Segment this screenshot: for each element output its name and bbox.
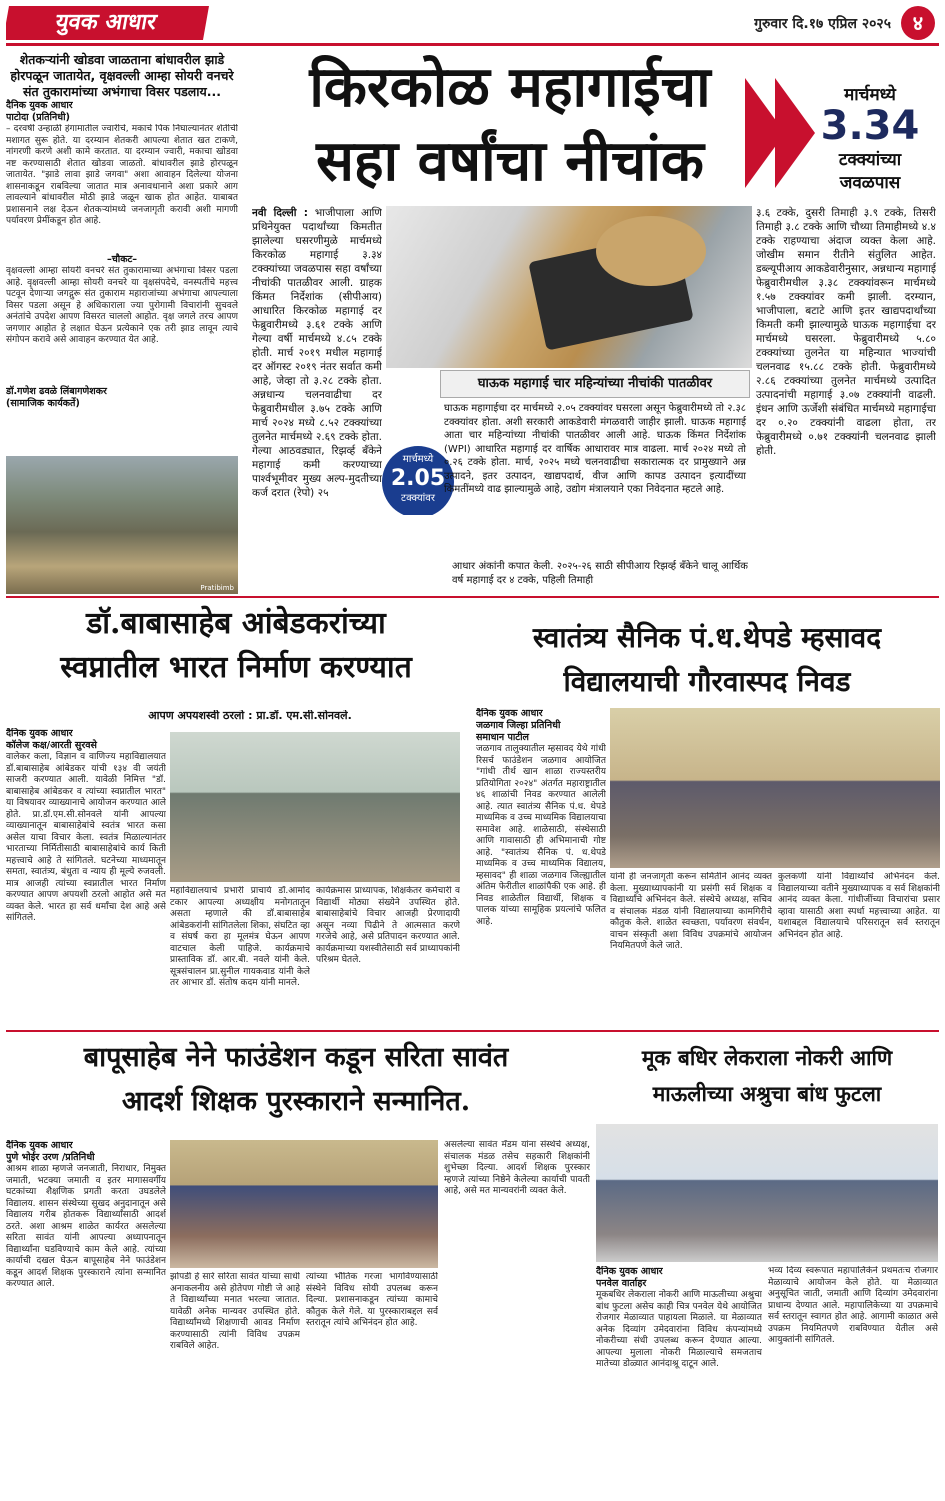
teacher-col-1 xyxy=(6,1140,166,1496)
job-body: मूकबधिर लेकराला नोकरी आणि माऊलीच्या अश्रुचा बांध फुटला असेच काही चित्र पनवेल येथे आयोजित रोजगार मेळाव्यात पाहायला मिळाले. या मेळाव्यात अनेक दिव्यांग उमेदवारांना विविध कंपन्यांमध्ये नोकरीच्या संधी उपलब्ध करून देण्यात आल्या. आपल्या मुलाला नोकरी मिळाल्याचे समजताच मातेच्या डोळ्यात आनंदाश्रू दाटून आले. xyxy=(596,1290,762,1369)
lead-headline xyxy=(245,50,775,220)
job-col-1 xyxy=(596,1266,762,1496)
left-story-place: पाटोदा (प्रतिनिधी) xyxy=(6,112,70,123)
ambedkar-col-2 xyxy=(170,886,310,1026)
school-col3-text: कुलकर्णी यांनी विद्यार्थ्यांचे अभिनंदन केले. विद्यालयाच्या वतीने मुख्याध्यापक व सर्व शिक्षकांनी आनंद व्यक्त केला. गांधीजींच्या विचारांचा प्रसार व्हावा यासाठी अशा स्पर्धा महत्त्वाच्या आहेत. या यशाबद्दल विद्यालयाचे परिसरातून सर्व स्तरातून अभिनंदन होत आहे. xyxy=(778,872,940,940)
ambedkar-body: वालेकर कला, विज्ञान व वाणिज्य महाविद्यालयात डॉ.बाबासाहेब आंबेडकर यांची १३४ वी जयंती साजरी करण्यात आली. यावेळी निमित्त "डॉ. बाबासाहेब आंबेडकर व त्यांच्या स्वप्नातील भारत" या विषयावर व्याख्यानाचे आयोजन करण्यात आले होते. प्रा.डॉ.एम.सी.सोनवले यांनी आपल्या व्याख्यानातून बाबासाहेबांचे स्वतंत्र भारत कसा असेल याचा विचार केला. स्वतंत्र मिळाल्यानंतर भारताच्या निर्मितीसाठी बाबासाहेबांचे कार्य किती महत्त्वाचे आहे ते सांगितले. घटनेच्या माध्यमातून समता, स्वातंत्र्य, बंधुता व न्याय ही मूल्ये रुजवली. मात्र आजही त्यांच्या स्वप्नातील भारत निर्माण करण्यात आपण अपयशी ठरलो आहोत असे मत व्यक्त केले. भारत हा सर्व धर्मांचा देश आहे असे सांगितले. xyxy=(6,752,166,923)
school-col-3 xyxy=(778,872,940,1022)
section-divider xyxy=(6,596,939,598)
photo-credit: Pratibimb xyxy=(200,584,234,592)
ambedkar-headline-line1: डॉ.बाबासाहेब आंबेडकरांच्या xyxy=(86,606,386,641)
side-stat-note: जवळपास xyxy=(839,173,901,193)
field-fire-photo xyxy=(6,456,238,594)
teacher-award-photo xyxy=(170,1140,438,1268)
teacher-col2-text: झोपडी हे सारे सरिता सावंत यांच्या साधी अनाकलनीय असे होतेपण गोष्टी जे आहे ते विद्यार्थ्यांच्या मनात भरल्या जातात. यावेळी अनेक मान्यवर उपस्थित होते. विद्यार्थ्यांमध्ये शिक्षणाची आवड निर्माण करण्यासाठी त्यांनी विविध उपक्रम राबविले आहेत. xyxy=(170,1272,300,1351)
job-place: पनवेल वार्ताहर xyxy=(596,1278,647,1289)
ambedkar-headline xyxy=(6,602,466,702)
job-col2-text: भव्य दिव्य स्वरूपात महापालिकेने प्रथमतःच रोजगार मेळाव्याचे आयोजन केले होते. या मेळाव्यात अनुसूचित जाती, जमाती आणि दिव्यांग उमेदवारांना प्राधान्य देण्यात आले. महापालिकेच्या या उपक्रमाचे सर्व स्तरातून स्वागत होत आहे. आगामी काळात असे उपक्रम नियमितपणे राबविण्यात येतील असे आयुक्तांनी सांगितले. xyxy=(768,1266,938,1345)
side-stat-unit: टक्क्यांच्या xyxy=(838,150,902,170)
teacher-headline xyxy=(6,1036,586,1136)
ambedkar-col-1 xyxy=(6,728,166,1028)
newspaper-logo: युवक आधार xyxy=(6,6,209,40)
potato-coins-photo xyxy=(386,206,752,368)
lead-col1-tail: आधार अंकांनी कपात केली. २०२५-२६ साठी सीपीआय रिझर्व्ह बँकेने चालू आर्थिक वर्ष महागाई दर ४ टक्के, पहिली तिमाही xyxy=(452,561,748,586)
lead-col-1 xyxy=(252,206,382,586)
teacher-byline: दैनिक युवक आधार xyxy=(6,1140,73,1151)
job-headline-line1: मूक बधिर लेकराला नोकरी आणि xyxy=(641,1045,893,1070)
wpi-badge-unit: टक्क्यांवर xyxy=(401,493,435,504)
job-fair-photo xyxy=(596,1124,938,1262)
wpi-box-title: घाऊक महागाई चार महिन्यांच्या नीचांकी पातळीवर xyxy=(440,370,750,398)
ambedkar-byline: दैनिक युवक आधार xyxy=(6,728,73,739)
teacher-col-4 xyxy=(444,1140,590,1496)
page-number: ४ xyxy=(901,6,935,40)
potato-icon xyxy=(596,216,706,286)
lead-col-3 xyxy=(756,206,936,591)
school-body: जळगाव तालुक्यातील म्हसावद येथे गांधी रिसर्च फाउंडेशन जळगाव आयोजित "गांधी तीर्थ खान शाळा राज्यस्तरीय प्रतियोगिता २०२४" अंतर्गत महाराष्ट्रातील ४६ शाळांची निवड करण्यात आलेली आहे. त्यात स्वातंत्र्य सैनिक पं.ध. थेपडे माध्यमिक व उच्च माध्यमिक विद्यालयाचा समावेश आहे. शाळेसाठी, संस्थेसाठी आणि गावासाठी ही अभिमानाची गोष्ट आहे. "स्वातंत्र्य सैनिक पं. ध.थेपडे माध्यमिक व उच्च माध्यमिक विद्यालय, म्हसावद" ही शाळा जळगाव जिल्ह्यातील अंतिम फेरीतील शाळांपैकी एक आहे. ही निवड शाळेतील विद्यार्थी, शिक्षक व पालक यांच्या सामूहिक प्रयत्नांचे फलित आहे. xyxy=(476,744,606,927)
ambedkar-headline-line2: स्वप्नातील भारत निर्माण करण्यात xyxy=(60,650,412,685)
school-headline xyxy=(476,616,938,716)
school-place: जळगाव जिल्हा प्रतिनिधी xyxy=(476,720,561,731)
school-col-2 xyxy=(610,872,772,1022)
left-story-headline: शेतकऱ्यांनी खोडवा जाळताना बांधावरील झाडे होरपळून जातायेत, वृक्षवल्ली आम्हा सोयरी वनचरे संत तुकारामांच्या अभंगाचा विसर पडलाय... xyxy=(10,52,234,99)
left-story-author-role: (सामाजिक कार्यकर्ते) xyxy=(6,398,80,409)
teacher-col-2 xyxy=(170,1272,300,1496)
ambedkar-col-3 xyxy=(316,886,460,1026)
lead-side-stat xyxy=(800,82,940,202)
ambedkar-subhead: आपण अपयशस्वी ठरलो : प्रा.डॉ. एम.सी.सोनवले. xyxy=(148,710,352,722)
job-headline-line2: माऊलीच्या अश्रुचा बांध फुटला xyxy=(652,1081,882,1106)
left-story-byline: दैनिक युवक आधार xyxy=(6,100,73,111)
masthead xyxy=(6,4,939,46)
ambedkar-event-photo xyxy=(170,732,460,882)
teacher-col3-text: त्यांच्या भौतिक गरजा भागविण्यासाठी संस्थेने विविध सोयी उपलब्ध करून दिल्या. प्रशासनाकडून त्यांच्या कामाचे कौतुक केले गेले. या पुरस्काराबद्दल सर्व स्तरातून त्यांचे अभिनंदन होत आहे. xyxy=(306,1272,438,1328)
teacher-body: आश्रम शाळा म्हणजे जनजाती, निराधार, निमुक्त जमाती, भटक्या जमाती व इतर मागासवर्गीय घटकांच्या शैक्षणिक प्रगती करता उघडलेले विद्यालय. शासन संस्थेच्या सुखद अनुदानातून असे विद्यालय गरीब होतकरू विद्यार्थ्यांसाठी आदर्श ठरते. अशा आश्रम शाळेत कार्यरत असलेल्या सरिता सावंत यांनी आपल्या अध्यापनातून विद्यार्थ्यांना घडविण्याचे काम केले आहे. त्यांच्या कार्याची दखल घेऊन बापूसाहेब नेने फाउंडेशन कडून आदर्श शिक्षक पुरस्काराने त्यांना सन्मानित करण्यात आले. xyxy=(6,1164,166,1289)
ambedkar-col3-text: कार्यक्रमास प्राध्यापक, शिक्षकेतर कर्मचारी व विद्यार्थी मोठ्या संख्येने उपस्थित होते. बाबासाहेबांचे विचार आजही प्रेरणादायी असून नव्या पिढीने ते आत्मसात करणे गरजेचे आहे, असे प्रतिपादन करण्यात आले. कार्यक्रमाच्या यशस्वीतेसाठी सर्व प्राध्यापकांनी परिश्रम घेतले. xyxy=(316,886,460,965)
school-col2-text: यांनी ही जनजागृती करून समितीने आनंद व्यक्त केला. मुख्याध्यापकांनी या प्रसंगी सर्व शिक्षक व विद्यार्थ्यांचे अभिनंदन केले. संस्थेचे अध्यक्ष, सचिव व संचालक मंडळ यांनी विद्यालयाच्या कामगिरीचे कौतुक केले. शाळेत स्वच्छता, पर्यावरण संवर्धन, वाचन संस्कृती अशा विविध उपक्रमांचे आयोजन नियमितपणे केले जाते. xyxy=(610,872,772,951)
job-byline: दैनिक युवक आधार xyxy=(596,1266,663,1277)
side-stat-label: मार्चमध्ये xyxy=(844,85,896,105)
lead-col3-text: ३.६ टक्के, दुसरी तिमाही ३.९ टक्के, तिसरी तिमाही ३.८ टक्के आणि चौथ्या तिमाहीमध्ये ४.४ टक्के राहण्याचा अंदाज व्यक्त केला आहे. जोखीम समान रीतीने संतुलित आहेत. डब्ल्यूपीआय आकडेवारीनुसार, अन्नधान्य महागाई फेब्रुवारीमधील ३.३८ टक्क्यांवरून मार्चमध्ये १.५७ टक्क्यांवर कमी झाली. दरम्यान, भाजीपाला, बटाटे आणि इतर खाद्यपदार्थांच्या किमती कमी झाल्यामुळे घाऊक महागाईचा दर मार्चमध्ये घसरला. फेब्रुवारीमध्ये ५.८० टक्क्यांच्या तुलनेत या महिन्यात भाज्यांची चलनवाढ १५.८८ टक्के होती. फेब्रुवारीमध्ये २.८६ टक्क्यांच्या तुलनेत मार्चमध्ये उत्पादित उत्पादनांची महागाई ३.०७ टक्क्यांनी वाढली. इंधन आणि ऊर्जेशी संबंधित मार्चमध्ये महागाईचा दर ०.२० टक्क्यांनी वाढला होता, तर फेब्रुवारीमध्ये ०.७१ टक्क्यांनी चलनवाढ झाली होती. xyxy=(756,207,936,457)
wpi-box-body: घाऊक महागाईचा दर मार्चमध्ये २.०५ टक्क्यांवर घसरला असून फेब्रुवारीमध्ये तो २.३८ टक्क्यांवर होता. अशी सरकारी आकडेवारी मंगळवारी जाहीर झाली. घाऊक महागाई आता चार महिन्यांच्या नीचांकी पातळीवर आली आहे. घाऊक किंमत निर्देशांक (WPI) आधारित महागाई दर वार्षिक आधारावर मात्र वाढला. मार्च २०२४ मध्ये तो ०.२६ टक्के होता. मार्च, २०२५ मध्ये चलनवाढीचा सकारात्मक दर प्रामुख्याने अन्न उत्पादने, इतर उत्पादन, खाद्यपदार्थ, वीज आणि कापड उत्पादन इत्यादींच्या किमतींमध्ये वाढ झाल्यामुळे आहे, उद्योग मंत्रालयाने एका निवेदनात म्हटले आहे. xyxy=(444,403,746,495)
side-stat-value: 3.34 xyxy=(820,103,920,149)
teacher-col4-text: असलेल्या सावंत मॅडम यांना संस्थेचे अध्यक्ष, संचालक मंडळ तसेच सहकारी शिक्षकांनी शुभेच्छा दिल्या. आदर्श शिक्षक पुरस्कार म्हणजे त्यांच्या निष्ठेने केलेल्या कार्याची पावती आहे, असे मत मान्यवरांनी व्यक्त केले. xyxy=(444,1140,590,1196)
left-story-body-2: वृक्षवल्ली आम्हा सोयरी वनचरे संत तुकारामाच्या अभंगाचा विसर पडला आहे. वृक्षवल्ली आम्हा सोयरी वनचरे या वृक्षसंपदेचे, वनस्पतींचे महत्त्व पटवून देणाऱ्या जगद्गुरू संत तुकाराम महाराजांच्या अभंगाचा आपल्याला विसर पडला असून हे अधिकाराला ज्या पुरोगामी विचारांनी सुचवले अनंतांचे उपदेश आपण विसरत चाललो आहोत. वृक्ष जगले तरच आपण जगणार आहोत हे लक्षात घेऊन प्रत्येकाने एक तरी झाड लावून त्याचे संगोपन करावे असे आवाहन करण्यात येत आहे. xyxy=(6,266,238,345)
lead-col1-text: भाजीपाला आणि प्रथिनेयुक्त पदार्थांच्या किमतीत झालेल्या घसरणीमुळे मार्चमध्ये किरकोळ महागाई ३.३४ टक्क्यांच्या जवळपास सहा वर्षांच्या नीचांकी पातळीवर आली. ग्राहक किंमत निर्देशांक (सीपीआय) आधारित किरकोळ महागाई दर फेब्रुवारीमध्ये ३.६१ टक्के आणि गेल्या वर्षी मार्चमध्ये ४.८५ टक्के होती. मार्च २०१९ मधील महागाई दर ऑगस्ट २०१९ नंतर सर्वात कमी आहे, जेव्हा तो ३.२८ टक्के होता. अन्नधान्य चलनवाढीचा दर फेब्रुवारीमधील ३.७५ टक्के आणि मार्च २०२४ मध्ये ८.५२ टक्क्यांच्या तुलनेत मार्चमध्ये २.६९ टक्के होता. गेल्या आठवड्यात, रिझर्व्ह बँकेने महागाई कमी करण्याच्या पार्श्वभूमीवर मुख्य अल्प-मुदतीच्या कर्ज दरात (रेपो) २५ xyxy=(252,207,382,499)
teacher-place: पुणे भोईर उरण /प्रतिनिधी xyxy=(6,1152,95,1163)
left-story-body: – दरवर्षी उन्हाळी हंगामातील ज्वारीचे, मकाचे पिक निघाल्यानंतर शेतीची मशागत सुरू होते. या दरम्यान शेतकरी आपल्या शेतात खत टाकणे, नांगरणी करणे अशी कामे करतात. या दरम्यान ज्वारी, मकाचा खोडवा नष्ट करण्यासाठी शेतात खोडवा जाळतो. बांधावरील झाडे होरपळून जातायेत. "झाडे लावा झाडे जगवा" अशा आवाहन दिलेल्या योजना शासनाकडून राबविल्या जातात मात्र अनावधानाने अशा प्रकारे आग लावल्याने बांधावरील मोठी झाडे जळून खाक होत आहेत. याबाबत प्रशासनाने लक्ष देऊन शेतकऱ्यांमध्ये जनजागृती करावी अशी मागणी पर्यावरण प्रेमींकडून होत आहे. xyxy=(6,124,238,226)
school-headline-line2: विद्यालयाची गौरवास्पद निवड xyxy=(563,665,851,698)
school-headline-line1: स्वातंत्र्य सैनिक पं.ध.थेपडे म्हसावद xyxy=(532,621,882,654)
wpi-badge-label: मार्चमध्ये xyxy=(402,454,434,465)
job-col-2 xyxy=(768,1266,938,1496)
lead-headline-line2: सहा वर्षांचा नीचांक xyxy=(316,128,704,194)
wpi-box xyxy=(440,400,750,560)
ambedkar-col2-text: महाविद्यालयाचे प्रभारी प्राचार्य डॉ.आमोद टकार आपल्या अध्यक्षीय मनोगतातून असता म्हणाले की डॉ.बाबासाहेब आंबेडकरांनी सांगितलेला शिका, संघटित व्हा व संघर्ष करा हा मूलमंत्र घेऊन आपण वाटचाल केली पाहिजे. कार्यक्रमाचे प्रास्ताविक डॉ. आर.बी. नवले यांनी केले. सूत्रसंचालन प्रा.सुनील गायकवाड यांनी केले तर आभार डॉ. संतोष कदम यांनी मानले. xyxy=(170,886,310,988)
school-byline: दैनिक युवक आधार xyxy=(476,708,543,719)
lead-headline-line1: किरकोळ महागाईचा xyxy=(309,54,711,120)
ambedkar-place: कॉलेज कक्ष/आरती सुरवसे xyxy=(6,740,97,751)
section-divider-2 xyxy=(6,1030,939,1032)
teacher-headline-line2: आदर्श शिक्षक पुरस्काराने सन्मानित. xyxy=(121,1086,471,1117)
left-story-author: डॉ.गणेश ढवळे लिंबागणेशकर xyxy=(6,386,107,397)
school-reporter: समाधान पाटील xyxy=(476,732,529,743)
issue-date: गुरुवार दि.१७ एप्रिल २०२५ xyxy=(754,16,891,32)
school-col-1 xyxy=(476,708,606,1028)
wpi-badge-value: 2.05 xyxy=(390,466,446,491)
left-story-subhead: –चौकट– xyxy=(106,254,138,265)
school-award-photo xyxy=(610,708,940,868)
teacher-col-3 xyxy=(306,1272,438,1496)
teacher-headline-line1: बापूसाहेब नेने फाउंडेशन कडून सरिता सावंत xyxy=(83,1042,509,1073)
lead-dateline: नवी दिल्ली : xyxy=(252,207,308,219)
